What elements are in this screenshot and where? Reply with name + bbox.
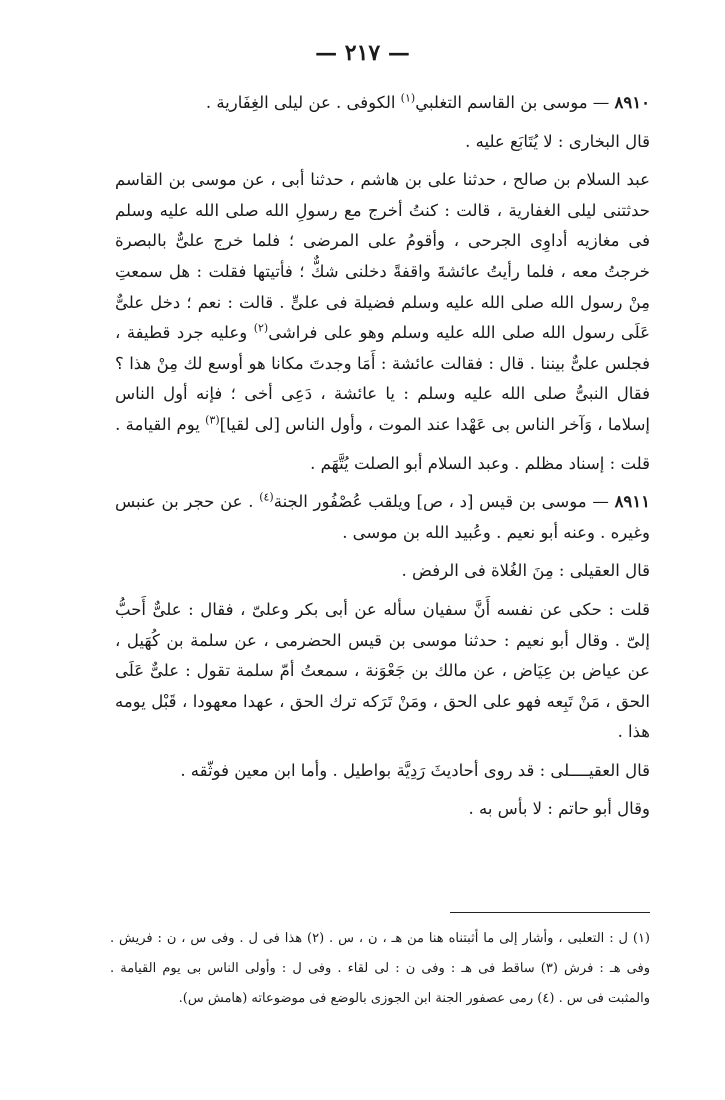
paragraph-text: عبد السلام بن صالح ، حدثنا على بن هاشم ، حدثنا أبى ، عن موسى بن القاسم حدثتنى ليلى الغفارية ، قالت : كنتُ أخرج مع رسولِ الله صلى الله عليه وسلم فى مغازيه أداوِى الجرحى ، وأقومُ على المرضى ؛ فلما خرج علىٌّ بالبصرة خرجتُ معه ، فلما رأيتُ عائشةَ واقفةً دخلنى شكٌّ ؛ فأتيتها فقلت : هل سمعتِ مِنْ رسول الله صلى الله عليه وسلم فضيلة فى علىٍّ . قالت : نعم ؛ دخل علىٌّ عَلَى رسول الله صلى الله عليه وسلم وهو على فراشى xyxy=(115,170,650,343)
paragraph: قلت : حكى عن نفسه أَنَّ سفيان سأله عن أبى بكر وعلىّ ، فقال : علىٌّ أَحبُّ إلىّ . وقال أبو نعيم : حدثنا موسى بن قيس الحضرمى ، عن سلمة بن كُهَيل ، عن عياض بن عِيَاض ، عن مالك بن جَعْوَنة ، سمعتُ أمّ سلمة تقول : علىٌّ عَلَى الحق ، مَنْ تَبِعه فهو على الحق ، ومَنْ تَرَكه ترك الحق ، عهدا معهودا ، قَبْل يومه هذا . xyxy=(115,599,650,742)
paragraph-text: — موسى بن القاسم التغلبي xyxy=(415,93,615,112)
paragraph-text: . عن حجر بن عنبس وغيره . وعنه أبو نعيم . وعُبيد الله بن موسى . xyxy=(115,492,650,542)
paragraph xyxy=(115,165,650,440)
entry-number: ٨٩١٠ xyxy=(614,93,650,112)
paragraph: قال العقيلى : مِنَ الغُلاة فى الرفض . xyxy=(401,561,650,581)
paragraph: قال العقيــــلى : قد روى أحاديثَ رَدِيَّة بواطيل . وأما ابن معين فوثّقه . xyxy=(180,760,650,780)
footnote-text: (١) ل : التعلبى ، وأشار إلى ما أثبتناه هنا من هـ ، ن ، س . (٢) هذا فى ل . وفى س ، ن : فريش . وفى هـ : فرش (٣) ساقط فى هـ : وفى ن : لى لقاء . وفى ل : وأولى الناس بى يوم القيامة . والمثبت فى س . (٤) رمى عصفور الجنة ابن الجوزى بالوضع فى موضوعاته (هامش س). xyxy=(110,931,650,1006)
paragraph-text: وعليه جرد قطيفة ، فجلس علىٌّ بيننا . قال : فقالت عائشة : أَمَا وجدتَ مكانا هو أوسع لك مِنْ هذا ؟ فقال النبىُّ صلى الله عليه وسلم : يا عائشة ، دَعِى أخى ؛ فإنه أول الناس إسلاما ، وَآخر الناس بى عَهْدا عند الموت ، وأول الناس [لى لقيا] xyxy=(115,323,650,434)
footnote-ref: (٢) xyxy=(253,321,269,335)
paragraph: قال البخارى : لا يُتَابَع عليه . xyxy=(465,131,650,151)
page-number: — ٢١٧ — xyxy=(315,40,410,66)
paragraph-text: يوم القيامة . xyxy=(115,414,206,434)
footnotes xyxy=(110,924,650,1014)
footnote-ref: (٤) xyxy=(259,490,274,504)
paragraph-text: الكوفى . عن ليلى الغِفَارية . xyxy=(205,93,401,112)
footnote-ref: (١) xyxy=(400,91,416,105)
footnote-ref: (٣) xyxy=(205,413,220,427)
paragraph-text: — موسى بن قيس [د ، ص] ويلقب عُصْفُور الجنة xyxy=(273,492,615,512)
entry-paragraph xyxy=(115,487,650,548)
paragraph: قلت : إسناد مظلم . وعبد السلام أبو الصلت يُتَّهَم . xyxy=(310,453,650,473)
footnote-divider xyxy=(450,912,650,913)
entry-number: ٨٩١١ xyxy=(614,492,651,512)
main-text xyxy=(115,88,650,833)
paragraph: وقال أبو حاتم : لا بأس به . xyxy=(468,799,650,819)
entry-paragraph xyxy=(115,88,650,119)
